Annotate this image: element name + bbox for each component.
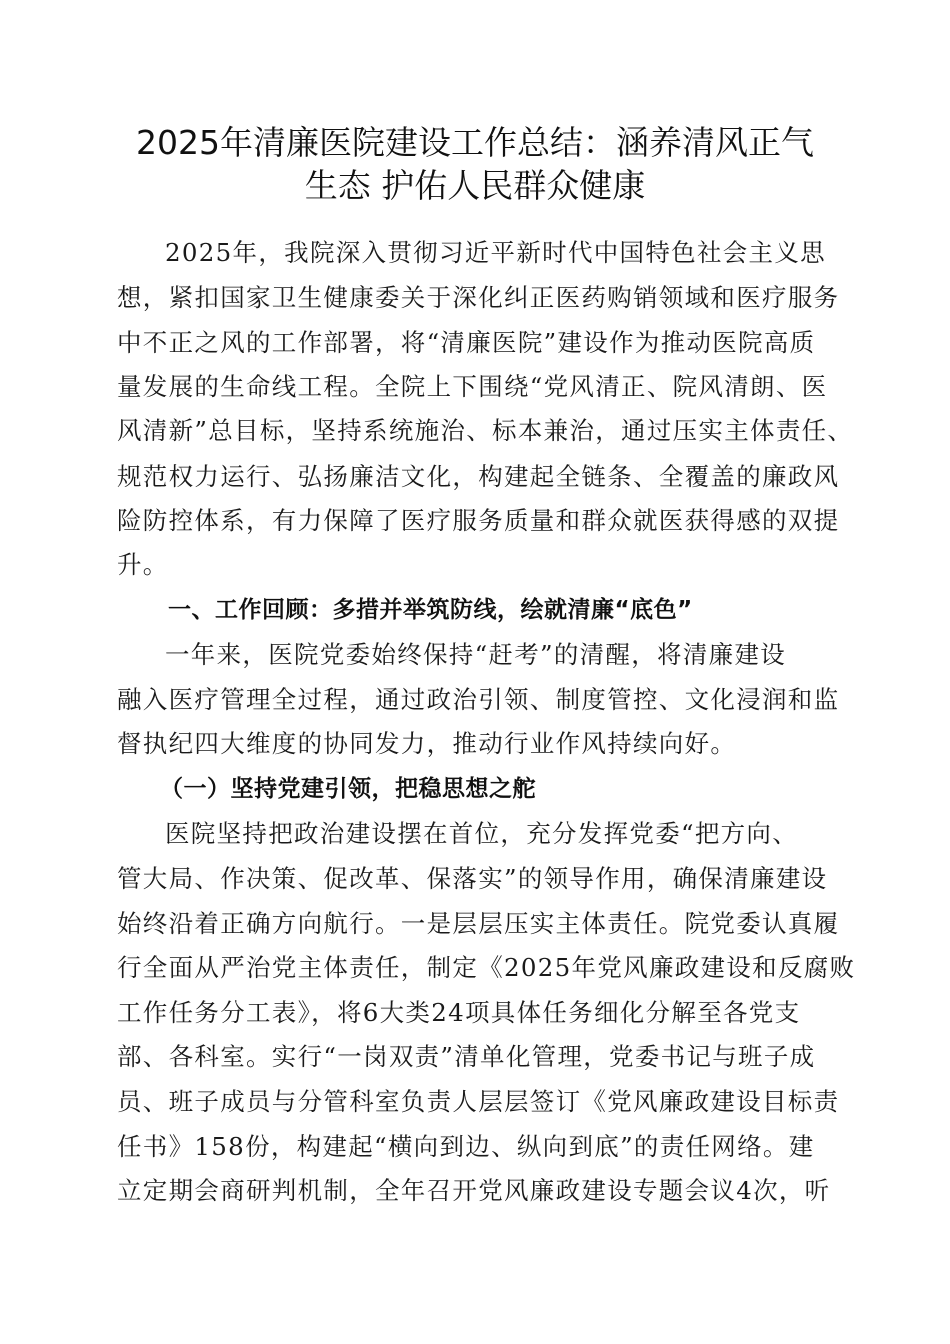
paragraph-line: 中不正之风的工作部署，将“清廉医院”建设作为推动医院高质 xyxy=(117,328,816,357)
paragraph-line: 部、各科室。实行“一岗双责”清单化管理，党委书记与班子成 xyxy=(117,1042,816,1071)
paragraph-line: 任书》158份，构建起“横向到边、纵向到底”的责任网络。建 xyxy=(117,1132,815,1161)
paragraph-line: 立定期会商研判机制，全年召开党风廉政建设专题会议4次，听 xyxy=(117,1176,831,1205)
paragraph-line: 风清新”总目标，坚持系统施治、标本兼治，通过压实主体责任、 xyxy=(117,416,854,445)
paragraph-line: 督执纪四大维度的协同发力，推动行业作风持续向好。 xyxy=(117,729,737,758)
paragraph-line: 工作任务分工表》，将6大类24项具体任务细化分解至各党支 xyxy=(117,998,801,1027)
paragraph-line: 险防控体系，有力保障了医疗服务质量和群众就医获得感的双提 xyxy=(117,506,840,535)
paragraph-line: 量发展的生命线工程。全院上下围绕“党风清正、院风清朗、医 xyxy=(117,372,828,401)
paragraph-line: 员、班子成员与分管科室负责人层层签订《党风廉政建设目标责 xyxy=(117,1087,840,1116)
paragraph-line: 融入医疗管理全过程，通过政治引领、制度管控、文化浸润和监 xyxy=(117,685,840,714)
paragraph-line: 管大局、作决策、促改革、保落实”的领导作用，确保清廉建设 xyxy=(117,864,828,893)
document-title-line-1: 2025年清廉医院建设工作总结：涵养清风正气 xyxy=(136,123,814,162)
paragraph-line: 一年来，医院党委始终保持“赶考”的清醒，将清廉建设 xyxy=(165,640,787,669)
paragraph-line: 2025年，我院深入贯彻习近平新时代中国特色社会主义思 xyxy=(165,238,826,267)
paragraph-line: 行全面从严治党主体责任，制定《2025年党风廉政建设和反腐败 xyxy=(117,953,856,982)
document-title-line-2: 生态 护佑人民群众健康 xyxy=(304,166,646,205)
paragraph-line: 医院坚持把政治建设摆在首位，充分发挥党委“把方向、 xyxy=(165,819,799,848)
subsection-heading: （一）坚持党建引领，把稳思想之舵 xyxy=(160,776,536,802)
paragraph-line: 始终沿着正确方向航行。一是层层压实主体责任。院党委认真履 xyxy=(117,909,840,938)
paragraph-line: 升。 xyxy=(117,550,169,579)
paragraph-line: 想，紧扣国家卫生健康委关于深化纠正医药购销领域和医疗服务 xyxy=(117,283,840,312)
paragraph-line: 规范权力运行、弘扬廉洁文化，构建起全链条、全覆盖的廉政风 xyxy=(117,462,840,491)
section-heading: 一、工作回顾：多措并举筑防线，绘就清廉“底色” xyxy=(168,597,693,623)
